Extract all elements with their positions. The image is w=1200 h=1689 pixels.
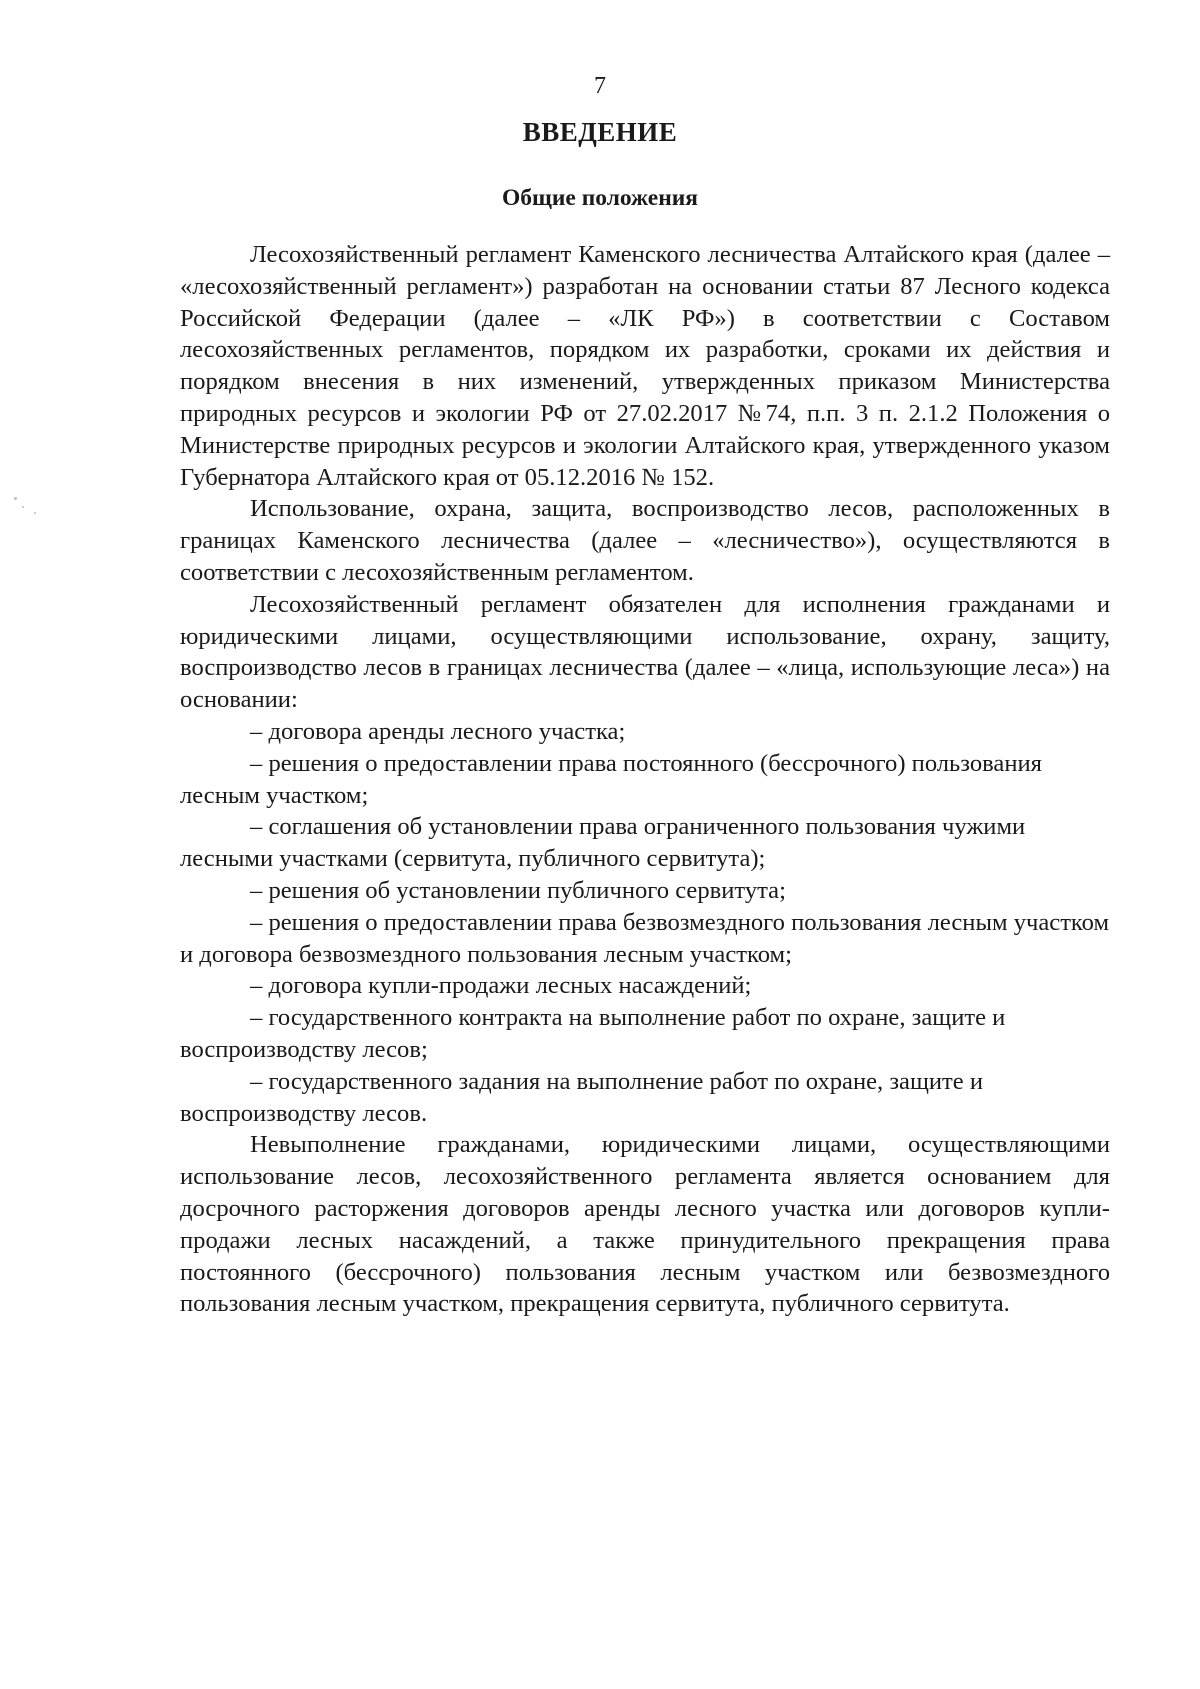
paragraph-regulation-basis: Лесохозяйственный регламент Каменского лесничества Алтайского края (далее – «лесохозяйственный регламент») разработан на основании статьи 87 Лесного кодекса Российской Федерации (далее – «ЛК РФ») в соответствии с Составом лесохозяйственных регламентов, порядком их разработки, сроками их действия и порядком внесения в них изменений, утвержденных приказом Министерства природных ресурсов и экологии РФ от 27.02.2017 №74, п.п. 3 п. 2.1.2 Положения о Министерстве природных ресурсов и экологии Алтайского края, утвержденного указом Губернатора Алтайского края от 05.12.2016 № 152. <box>180 241 1110 491</box>
paragraph-forest-use: Использование, охрана, защита, воспроизводство лесов, расположенных в границах Каменского лесничества (далее – «лесничество»), осуществляются в соответствии с лесохозяйственным регламентом. <box>180 495 1110 586</box>
scan-artifact <box>22 506 24 508</box>
list-item-gratuitous-use: – решения о предоставлении права безвозмездного пользования лесным участком и договора безвозмездного пользования лесным участком; <box>180 908 1110 968</box>
list-item-permanent-use-decision: – решения о предоставлении права постоянного (бессрочного) пользования лесным участком; <box>180 749 1042 809</box>
list-item-sale-purchase-agreement: – договора купли-продажи лесных насаждений; <box>250 972 752 1000</box>
list-item-state-assignment: – государственного задания на выполнение работ по охране, защите и воспроизводству лесов. <box>180 1067 984 1127</box>
page-title: ВВЕДЕНИЕ <box>522 117 678 147</box>
list-item-state-contract: – государственного контракта на выполнение работ по охране, защите и воспроизводству лесов; <box>180 1004 1006 1063</box>
list-item-servitude-agreement: – соглашения об установлении права ограниченного пользования чужими лесными участками (сервитута, публичного сервитута); <box>180 813 1026 873</box>
list-item-public-servitude-decision: – решения об установлении публичного сервитута; <box>250 876 786 904</box>
scan-artifact <box>34 512 36 514</box>
paragraph-mandatory-execution: Лесохозяйственный регламент обязателен для исполнения гражданами и юридическими лицами, осуществляющими использование, охрану, защиту, воспроизводство лесов в границах лесничества (далее – «лица, использующие леса») на основании: <box>180 590 1110 714</box>
list-item-lease-agreement: – договора аренды лесного участка; <box>250 717 626 745</box>
page-number: 7 <box>594 73 606 99</box>
document-body <box>180 239 1110 1320</box>
section-title: Общие положения <box>502 185 698 211</box>
paragraph-non-compliance: Невыполнение гражданами, юридическими лицами, осуществляющими использование лесов, лесохозяйственного регламента является основанием для досрочного расторжения договоров аренды лесного участка или договоров купли-продажи лесных насаждений, а также принудительного прекращения права постоянного (бессрочного) пользования лесным участком или безвозмездного пользования лесным участком, прекращения сервитута, публичного сервитута. <box>180 1131 1110 1318</box>
scan-artifact <box>14 497 17 500</box>
